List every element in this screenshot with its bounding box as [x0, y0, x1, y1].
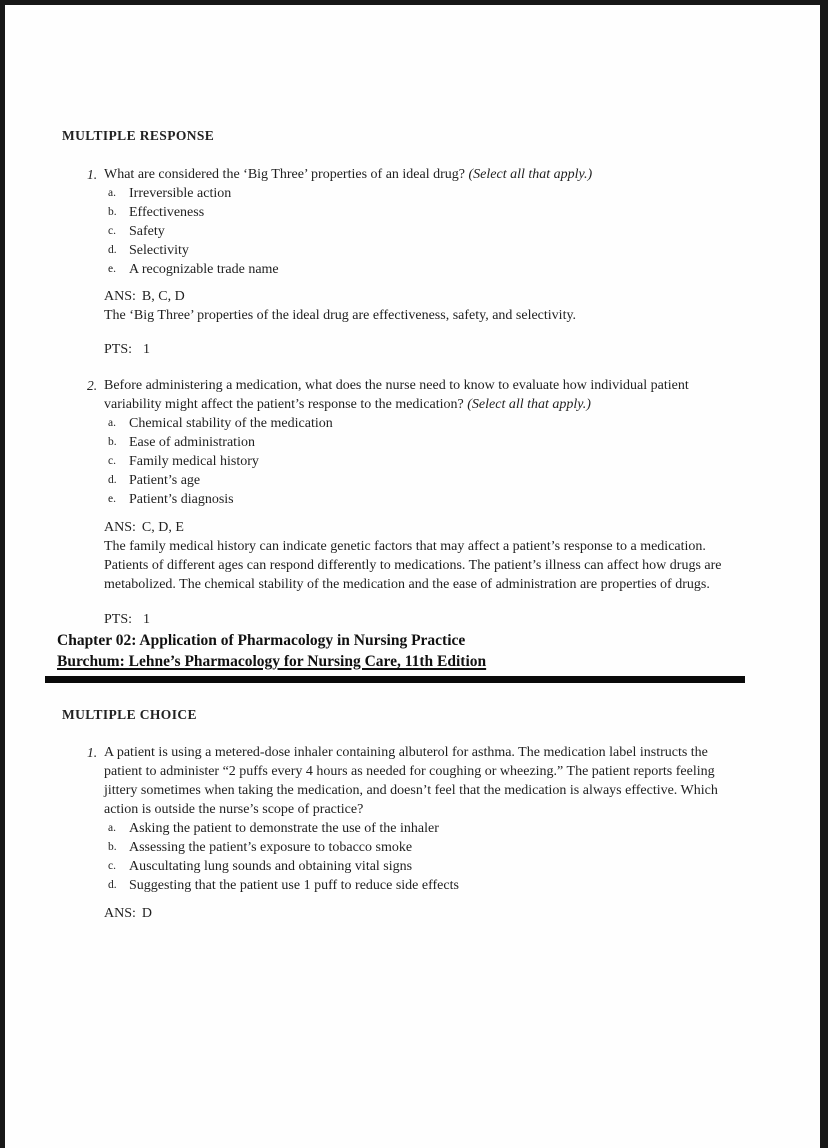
option-text: Ease of administration — [129, 435, 255, 450]
question-number: 1. — [87, 745, 98, 760]
option-row — [104, 819, 749, 838]
option-text: Patient’s diagnosis — [129, 492, 234, 507]
option-row — [104, 433, 749, 452]
stem-text: A patient is using a metered-dose inhaler containing albuterol for asthma. The medication label instructs the patient to administer “2 puffs every 4 hours as needed for coughing or wheezing.” The patient reports feeling jittery sometimes when taking the medication, and doesn’t feel that the medication is always effective. Which action is outside the nurse’s scope of practice? — [104, 745, 718, 817]
option-text: Suggesting that the patient use 1 puff to reduce side effects — [129, 878, 459, 893]
option-row — [104, 260, 749, 279]
stem-instruction: (Select all that apply.) — [467, 397, 591, 412]
option-row — [104, 857, 749, 876]
option-letter: b. — [108, 206, 117, 218]
option-letter: c. — [108, 455, 116, 467]
pts-label: PTS: — [104, 612, 133, 627]
option-letter: d. — [108, 474, 117, 486]
chapter-title: Chapter 02: Application of Pharmacology in Nursing Practice — [57, 632, 466, 649]
option-text: A recognizable trade name — [129, 262, 279, 277]
question-head — [82, 743, 820, 923]
question-mr-2 — [82, 376, 820, 629]
option-letter: e. — [108, 493, 116, 505]
answer-value: C, D, E — [141, 520, 184, 535]
option-row — [104, 838, 749, 857]
question-number: 2. — [87, 378, 98, 393]
rationale: The ‘Big Three’ properties of the ideal drug are effectiveness, safety, and selectivity. — [104, 308, 577, 323]
pts-line — [104, 610, 749, 629]
option-letter: a. — [108, 187, 116, 199]
answer-label: ANS: — [104, 906, 136, 921]
option-row — [104, 471, 749, 490]
question-mc-1 — [82, 743, 820, 923]
option-text: Family medical history — [129, 454, 259, 469]
answer-line — [104, 904, 749, 923]
options-list — [104, 819, 749, 895]
answer-line — [104, 518, 749, 537]
question-stem — [104, 376, 749, 629]
answer-value: B, C, D — [141, 289, 185, 304]
pts-line — [104, 340, 749, 359]
option-letter: d. — [108, 879, 117, 891]
answer-label: ANS: — [104, 520, 136, 535]
option-text: Irreversible action — [129, 186, 232, 201]
question-stem — [104, 165, 749, 359]
answer-label: ANS: — [104, 289, 136, 304]
options-list — [104, 414, 749, 509]
chapter-subtitle: Burchum: Lehne’s Pharmacology for Nursing Care, 11th Edition — [57, 653, 487, 670]
question-stem — [104, 743, 749, 923]
option-letter: c. — [108, 225, 116, 237]
option-row — [104, 876, 749, 895]
pts-value: 1 — [143, 342, 151, 357]
question-head — [82, 376, 820, 629]
option-row — [104, 184, 749, 203]
option-text: Asking the patient to demonstrate the use of the inhaler — [129, 821, 439, 836]
option-row — [104, 452, 749, 471]
option-row — [104, 203, 749, 222]
option-letter: a. — [108, 417, 116, 429]
pts-value: 1 — [143, 612, 151, 627]
document-page — [5, 5, 820, 1148]
option-text: Safety — [129, 224, 165, 239]
option-letter: d. — [108, 244, 117, 256]
question-number: 1. — [87, 167, 98, 182]
section-heading-multiple-choice: MULTIPLE CHOICE — [62, 707, 197, 722]
question-mr-1 — [82, 165, 820, 359]
option-text: Auscultating lung sounds and obtaining vital signs — [129, 859, 413, 874]
option-text: Patient’s age — [129, 473, 201, 488]
option-text: Effectiveness — [129, 205, 205, 220]
option-row — [104, 241, 749, 260]
question-head — [82, 165, 820, 359]
rationale: The family medical history can indicate genetic factors that may affect a patient’s response to a medication. Patients of different ages can respond differently to medications. The patient’s illness can affect how drugs are metabolized. The chemical stability of the medication and the ease of administration are properties of drugs. — [104, 539, 722, 592]
options-list — [104, 184, 749, 279]
option-row — [104, 490, 749, 509]
option-row — [104, 222, 749, 241]
answer-value: D — [141, 906, 153, 921]
option-letter: c. — [108, 860, 116, 872]
option-text: Chemical stability of the medication — [129, 416, 333, 431]
chapter-header — [57, 630, 820, 672]
option-row — [104, 414, 749, 433]
option-letter: b. — [108, 436, 117, 448]
divider-bar — [45, 676, 745, 683]
option-letter: b. — [108, 841, 117, 853]
pts-label: PTS: — [104, 342, 133, 357]
option-text: Assessing the patient’s exposure to tobacco smoke — [129, 840, 413, 855]
stem-text: What are considered the ‘Big Three’ properties of an ideal drug? — [104, 167, 469, 182]
option-text: Selectivity — [129, 243, 189, 258]
answer-line — [104, 287, 749, 306]
stem-text: Before administering a medication, what does the nurse need to know to evaluate how individual patient variability might affect the patient’s response to the medication? — [104, 378, 689, 412]
option-letter: a. — [108, 822, 116, 834]
option-letter: e. — [108, 263, 116, 275]
section-heading-multiple-response: MULTIPLE RESPONSE — [62, 128, 215, 143]
stem-instruction: (Select all that apply.) — [468, 167, 593, 182]
